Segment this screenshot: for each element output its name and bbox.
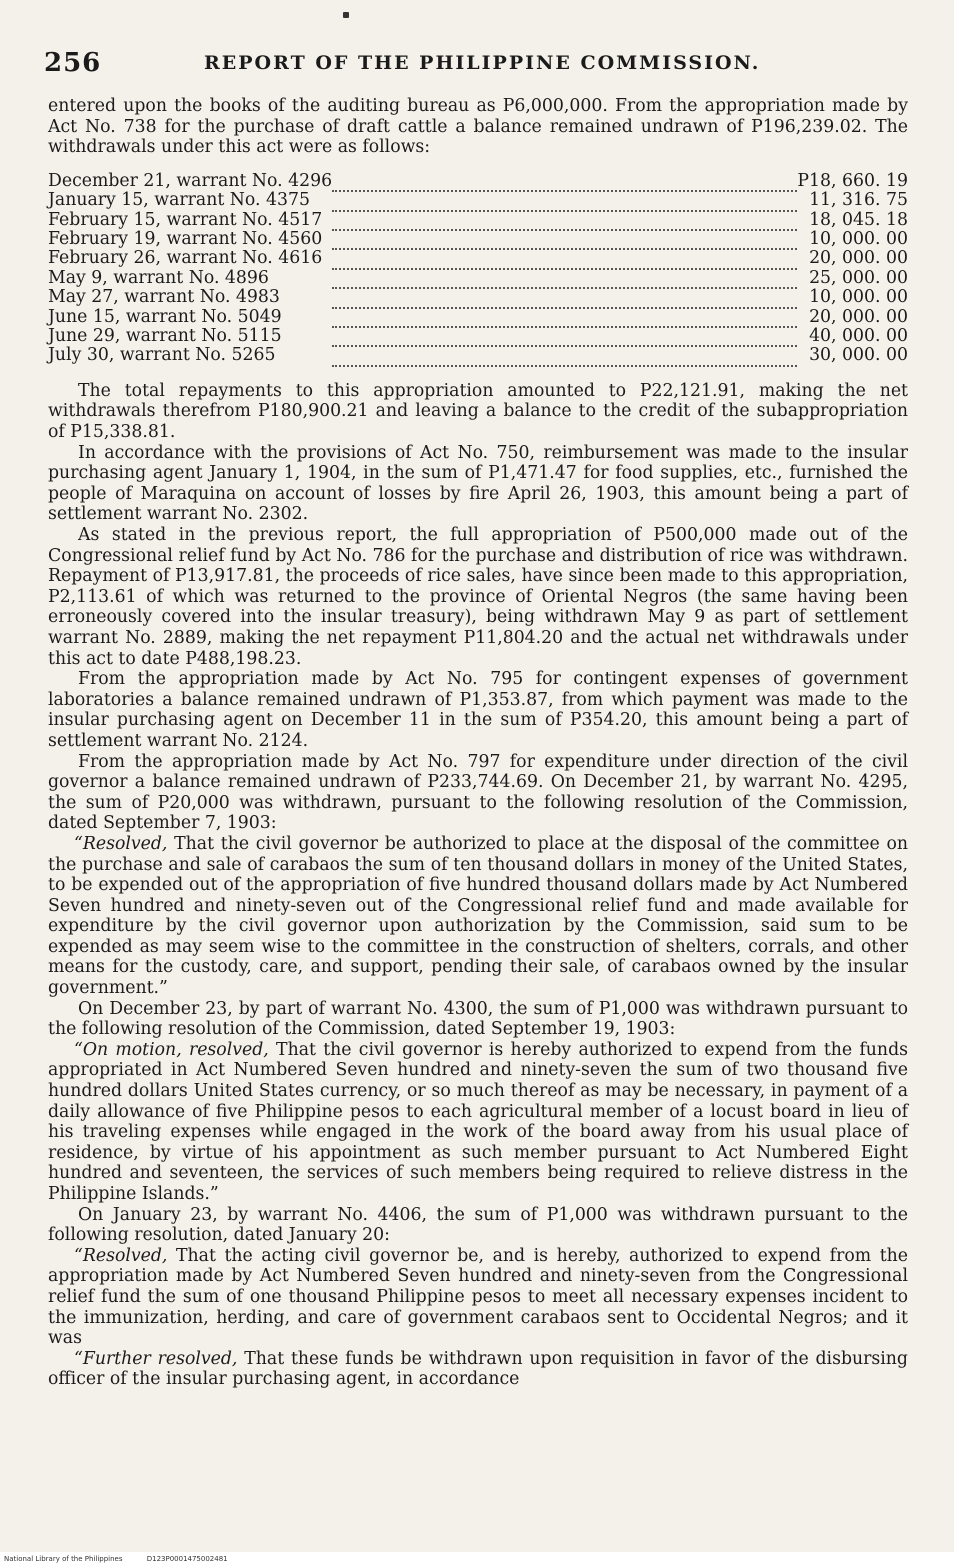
dot-leader <box>332 168 797 187</box>
withdrawal-label: February 15, warrant No. 4517 <box>48 209 323 230</box>
dot-leader <box>332 207 797 226</box>
paragraph-act-786: As stated in the previous report, the full appropriation of P500,000 made out of the Congressional relief fund by Act No. 786 for the purchase and distribution of rice was withdrawn. Repayment of P13,917.81, the proceeds of rice sales, have since been made to this appropriation, P2,113.61 of which was returned to the province of Oriental Negros (the same having been erroneously covered into the insular treasury), being withdrawn May 9 as part of settlement warrant No. 2889, making the net repayment P11,804.20 and the actual net withdrawals under this act to date P488,198.23. <box>48 525 908 669</box>
page-header <box>44 48 914 82</box>
dot-leader <box>332 284 797 303</box>
dot-leader <box>332 226 797 245</box>
resolution-text: That these funds be withdrawn upon requisition in favor of the disbursing officer of the insular purchasing agent, in accordance <box>48 1348 908 1390</box>
running-head: REPORT OF THE PHILIPPINE COMMISSION. <box>204 52 761 74</box>
resolution-lead: “On motion, resolved, <box>74 1039 269 1060</box>
withdrawal-amount: 10, 000. 00 <box>809 287 908 308</box>
withdrawal-label: June 29, warrant No. 5115 <box>48 326 282 347</box>
withdrawal-amount: 11, 316. 75 <box>809 190 908 211</box>
resolution-lead: “Resolved, <box>74 833 168 854</box>
footer-identifier: D123P0001475002481 <box>146 1555 228 1563</box>
withdrawal-amount: 40, 000. 00 <box>809 326 908 347</box>
resolution-quote-4 <box>48 1349 908 1390</box>
dot-leader <box>332 245 797 264</box>
withdrawal-amount: 10, 000. 00 <box>809 229 908 249</box>
withdrawal-amount: 18, 045. 18 <box>809 209 908 230</box>
withdrawal-label: December 21, warrant No. 4296 <box>48 170 333 191</box>
scan-footer <box>0 1552 954 1566</box>
withdrawal-amount: 20, 000. 00 <box>809 248 908 269</box>
withdrawal-label: February 26, warrant No. 4616 <box>48 248 323 269</box>
ink-mark <box>343 12 349 18</box>
dot-leader <box>332 265 797 284</box>
withdrawal-label: July 30, warrant No. 5265 <box>48 345 276 366</box>
paragraph-act-797: From the appropriation made by Act No. 797 for expenditure under direction of the civil governor a balance remained undrawn of P233,744.69. On December 21, by warrant No. 4295, the sum of P20,000 was withdrawn, pursuant to the following resolution of the Commission, dated September 7, 1903: <box>48 751 908 834</box>
withdrawal-label: May 27, warrant No. 4983 <box>48 287 280 308</box>
withdrawal-label: January 15, warrant No. 4375 <box>48 190 310 211</box>
dot-leader <box>332 323 797 342</box>
paragraph-repayments: The total repayments to this appropriation amounted to P22,121.91, making the net withdrawals therefrom P180,900.21 and leaving a balance to the credit of the subappropriation of P15,338.81. <box>48 380 908 443</box>
dot-leader <box>332 187 797 206</box>
withdrawal-amount: 25, 000. 00 <box>809 267 908 288</box>
resolution-quote-3 <box>48 1246 908 1349</box>
dot-leader <box>332 342 797 361</box>
withdrawal-label: February 19, warrant No. 4560 <box>48 229 323 249</box>
paragraph-december-23: On December 23, by part of warrant No. 4300, the sum of P1,000 was withdrawn pursuant to the following resolution of the Commission, dated September 19, 1903: <box>48 998 908 1040</box>
paragraph-act-750: In accordance with the provisions of Act No. 750, reimbursement was made to the insular purchasing agent January 1, 1904, in the sum of P1,471.47 for food supplies, etc., furnished the people of Maraquina on account of losses by fire April 26, 1903, this amount being a part of settlement warrant No. 2302. <box>48 442 908 525</box>
intro-paragraph: entered upon the books of the auditing bureau as P6,000,000. From the appropriation made by Act No. 738 for the purchase of draft cattle a balance remained undrawn of P196,239.02. The withdrawals under this act were as follows: <box>48 96 908 158</box>
resolution-quote-2 <box>48 1040 908 1205</box>
resolution-text: That the civil governor be authorized to place at the disposal of the committee on the purchase and sale of carabaos the sum of ten thousand dollars in money of the United States, to be expended out of the appropriation of five hundred thousand dollars made by Act Numbered Seven hundred and ninety-seven out of the Congressional relief fund and made available for expenditure by the civil governor upon authorization by the Commission, said sum to be expended as may seem wise to the committee in the construction of shelters, corrals, and other means for the custody, care, and support, pending their sale, of carabaos owned by the insular government.” <box>48 833 908 999</box>
withdrawals-table <box>48 172 908 367</box>
withdrawal-row <box>48 346 908 365</box>
resolution-quote-1 <box>48 834 908 999</box>
paragraph-act-795: From the appropriation made by Act No. 795 for contingent expenses of government laboratories a balance remained undrawn of P1,353.87, from which payment was made to the insular purchasing agent on December 11 in the sum of P354.20, this amount being a part of settlement warrant No. 2124. <box>48 669 908 751</box>
page-body <box>48 96 908 1390</box>
paragraph-january-23: On January 23, by warrant No. 4406, the sum of P1,000 was withdrawn pursuant to the following resolution, dated January 20: <box>48 1204 908 1246</box>
withdrawal-label: May 9, warrant No. 4896 <box>48 267 269 288</box>
resolution-lead: “Resolved, <box>74 1245 168 1266</box>
page-number: 256 <box>44 48 102 78</box>
dot-leader <box>332 304 797 323</box>
footer-library: National Library of the Philippines <box>4 1555 123 1563</box>
withdrawal-amount: 30, 000. 00 <box>809 345 908 366</box>
withdrawal-amount: 20, 000. 00 <box>809 306 908 327</box>
withdrawal-label: June 15, warrant No. 5049 <box>48 306 282 327</box>
resolution-text: That the civil governor is hereby authorized to expend from the funds appropriated in Act Numbered Seven hundred and ninety-seven the sum of two thousand five hundred dollars United States currency, or so much thereof as may be necessary, in payment of a daily allowance of five Philippine pesos to each agricultural member of a locust board in lieu of his traveling expenses while engaged in the work of the board away from his usual place of residence, by virtue of his appointment as such member pursuant to Act Numbered Eight hundred and seventeen, the services of such members being required to relieve distress in the Philippine Islands.” <box>48 1039 908 1204</box>
resolution-text: That the acting civil governor be, and is hereby, authorized to expend from the appropriation made by Act Numbered Seven hundred and ninety-seven from the Congressional relief fund the sum of one thousand Philippine pesos to meet all necessary expenses incident to the immunization, herding, and care of government carabaos sent to Occidental Negros; and it was <box>48 1245 908 1349</box>
resolution-lead: “Further resolved, <box>74 1348 238 1369</box>
withdrawal-amount: P18, 660. 19 <box>797 170 908 191</box>
